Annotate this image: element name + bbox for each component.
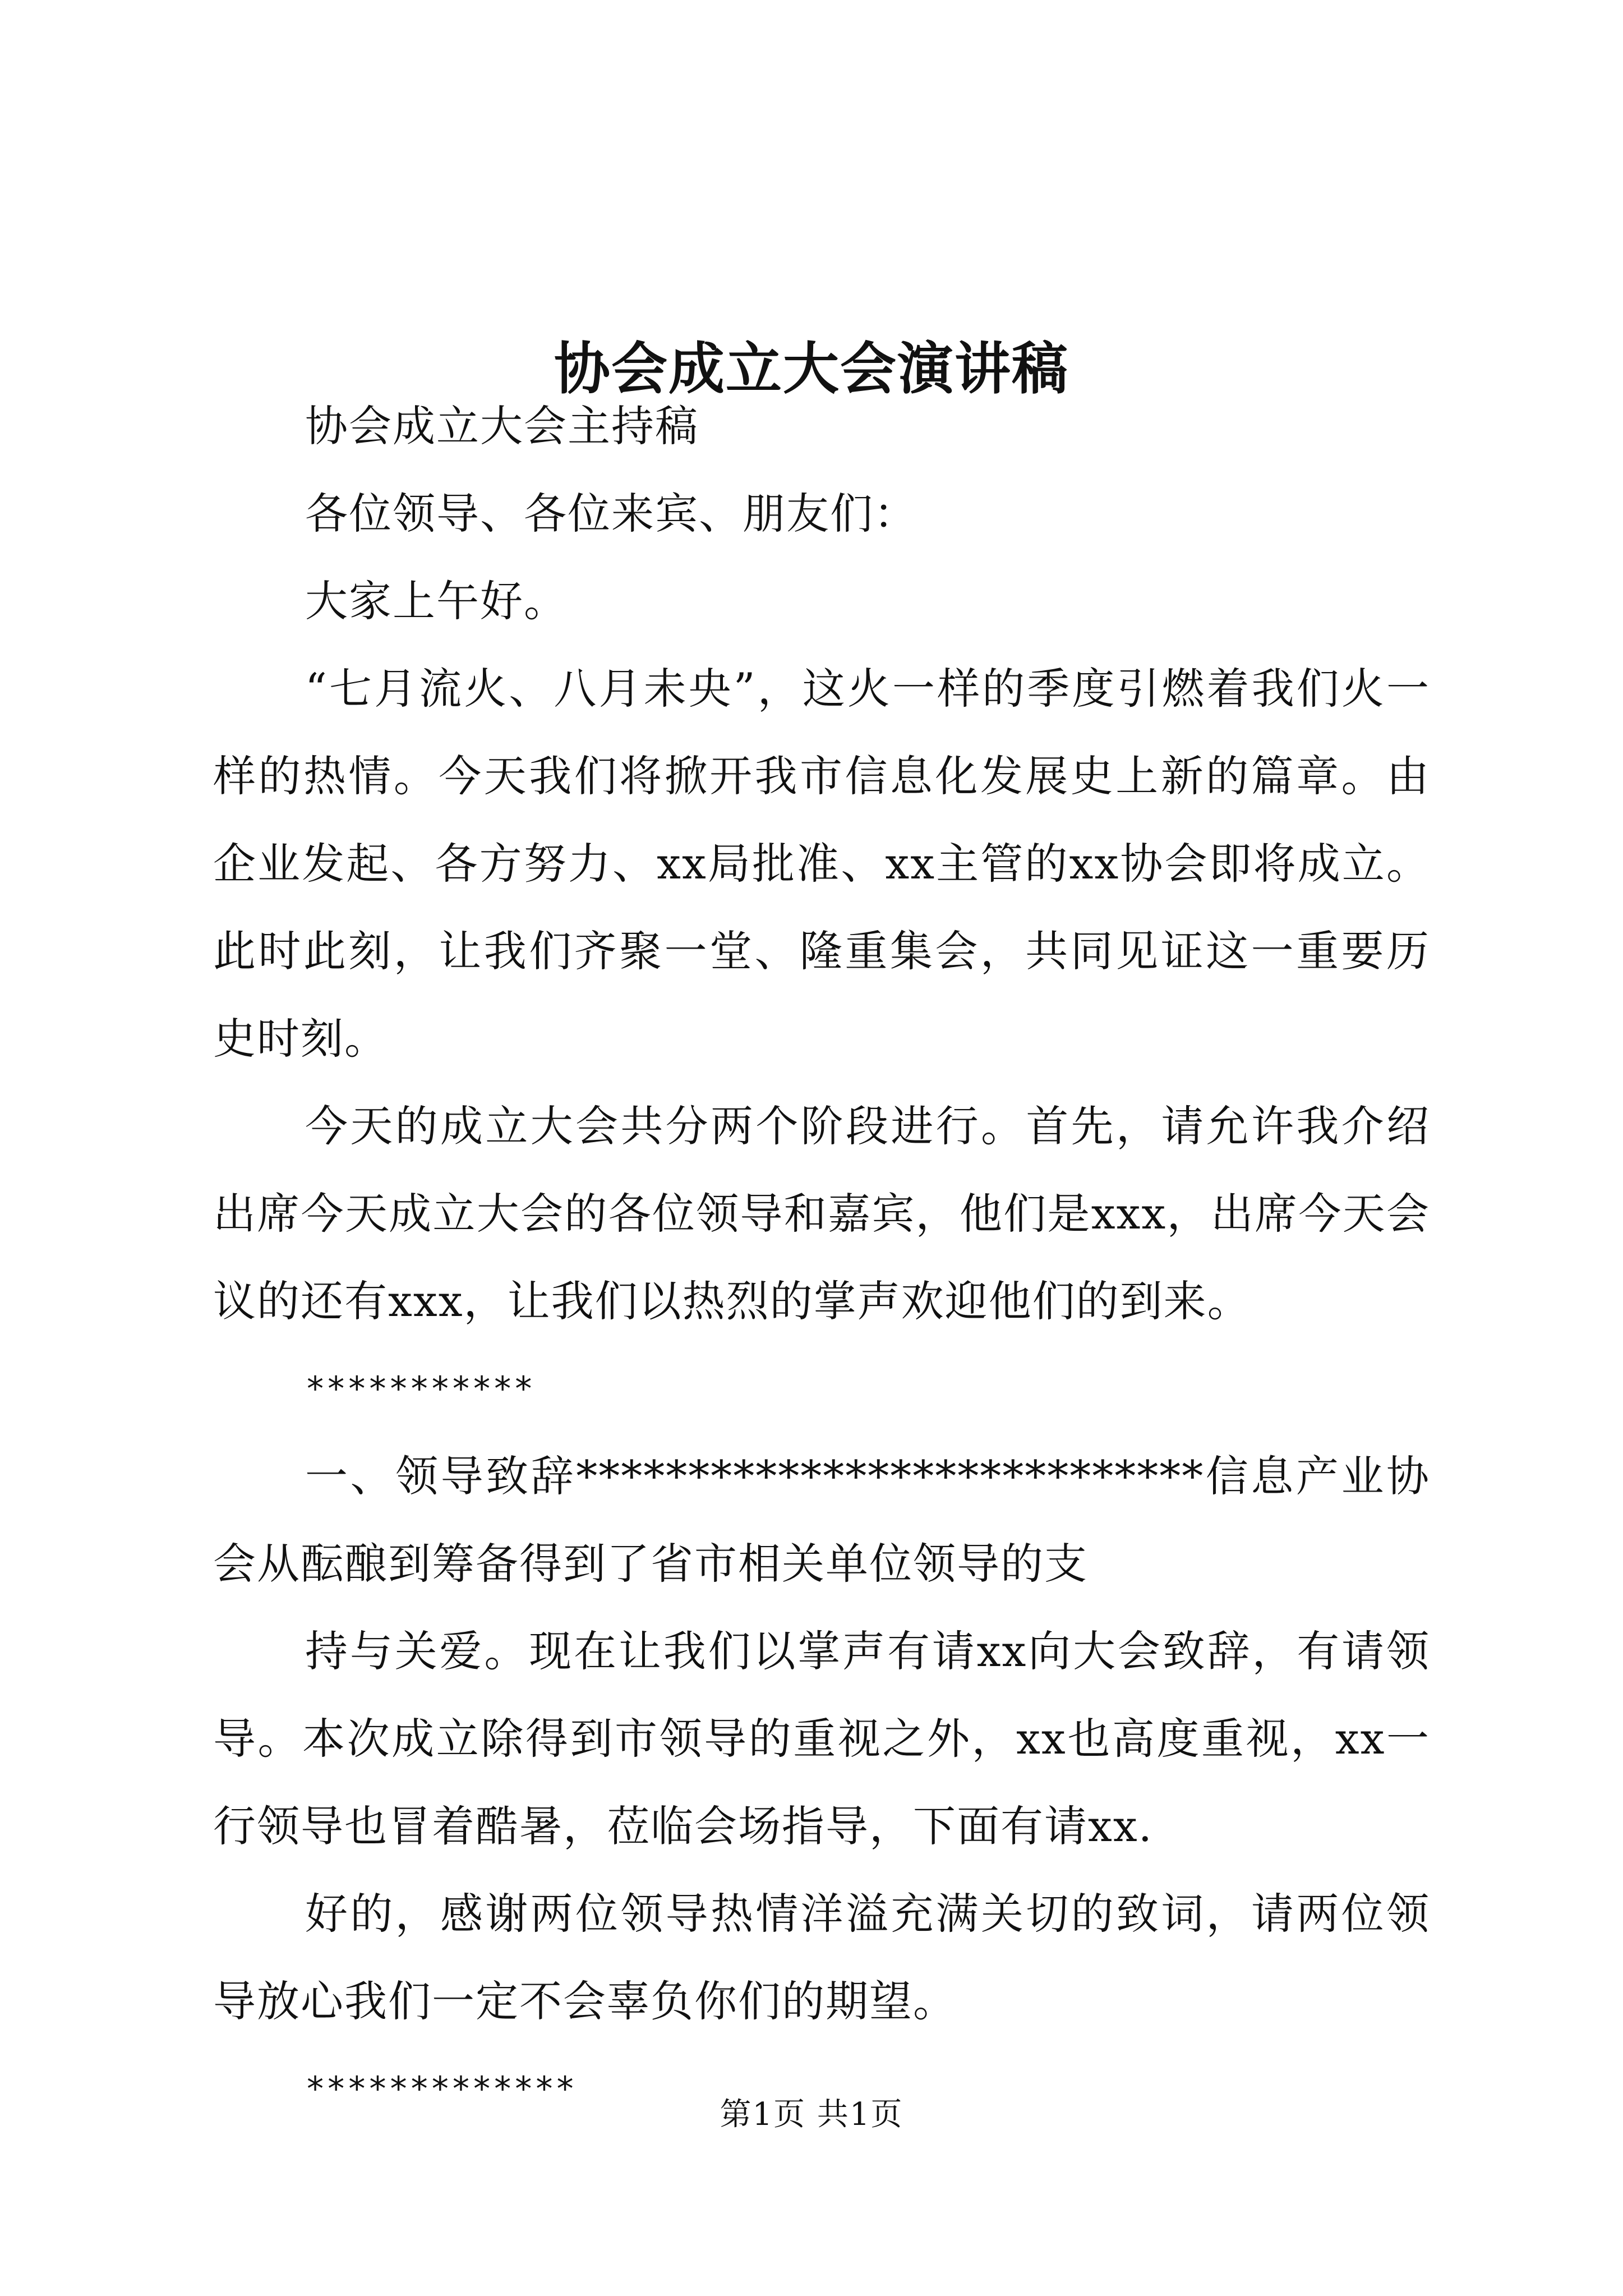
paragraph-leader-invitation: 持与关爱。现在让我们以掌声有请xx向大会致辞，有请领导。本次成立除得到市领导的重视之外，xx也高度重视，xx一行领导也冒着酷暑，莅临会场指导，下面有请xx. [213, 1626, 1430, 1851]
separator-stars-1: *********** [305, 1369, 534, 1409]
paragraph-thanks: 好的，感谢两位领导热情洋溢充满关切的致词，请两位领导放心我们一定不会辜负你们的期望。 [213, 1889, 1430, 2026]
document-title: 协会成立大会演讲稿 [554, 335, 1069, 402]
paragraph-introduction: 今天的成立大会共分两个阶段进行。首先，请允许我介绍出席今天成立大会的各位领导和嘉宾，他们是xxx，出席今天会议的还有xxx，让我们以热烈的掌声欢迎他们的到来。 [213, 1101, 1430, 1326]
separator-stars-2: ************* [305, 2069, 576, 2109]
document-body [213, 383, 1430, 2133]
paragraph-opening: “七月流火、八月未央”，这火一样的季度引燃着我们火一样的热情。今天我们将掀开我市信息化发展史上新的篇章。由企业发起、各方努力、xx局批准、xx主管的xx协会即将成立。此时此刻，让我们齐聚一堂、隆重集会，共同见证这一重要历史时刻。 [213, 664, 1430, 1064]
paragraph-greeting: 各位领导、各位来宾、朋友们： [305, 489, 917, 539]
paragraph-host-title: 协会成立大会主持稿 [305, 401, 699, 451]
paragraph-morning-greeting: 大家上午好。 [305, 576, 568, 626]
paragraph-leader-speech-section: 一、领导致辞****************************信息产业协会从酝酿到筹备得到了省市相关单位领导的支 [213, 1451, 1430, 1589]
page-footer: 第1页 共1页 [720, 2096, 903, 2133]
